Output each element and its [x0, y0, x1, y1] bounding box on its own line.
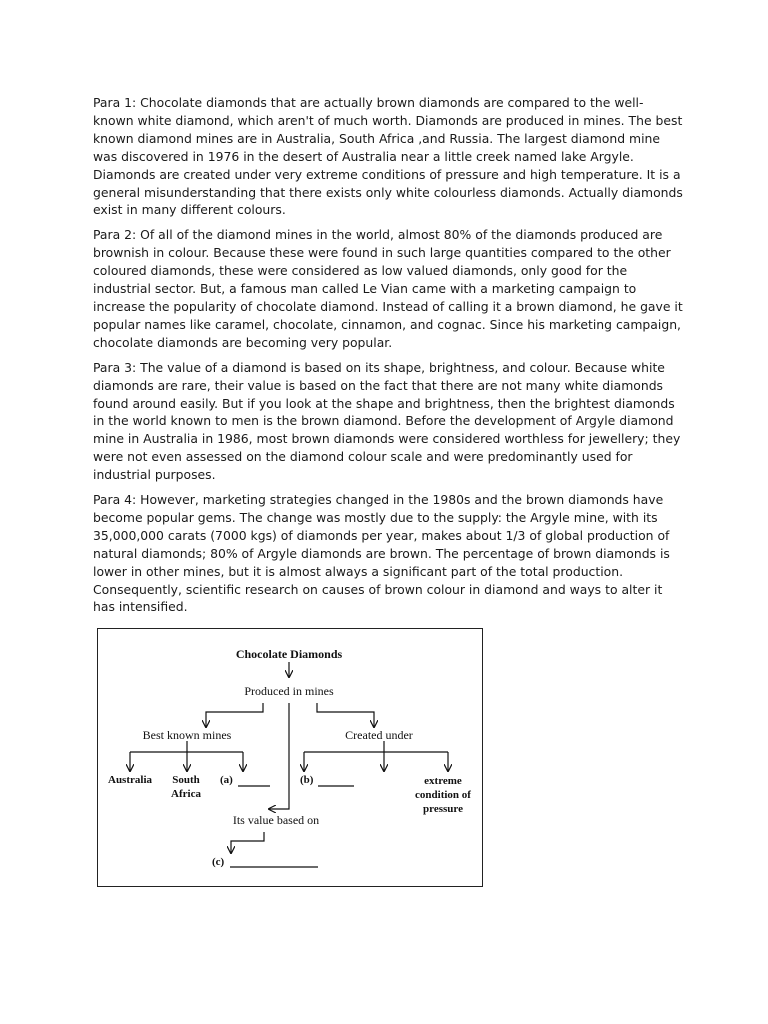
flow-diagram-svg: [98, 629, 484, 888]
arrow-to-value: [269, 703, 289, 809]
node-condition-line2: condition of: [415, 789, 471, 801]
node-condition-line3: pressure: [423, 803, 463, 815]
node-best-known-mines: Best known mines: [142, 728, 232, 742]
node-south-africa-line1: South: [172, 774, 200, 786]
flow-diagram: [97, 628, 483, 887]
paragraph-4: Para 4: However, marketing strategies changed in the 1980s and the brown diamonds have become popular gems. The change was mostly due to the supply: the Argyle mine, with its 35,000,000 carats (7000 kgs) of diamonds per year, makes about 1/3 of global production of natural diamonds; 80% of Argyle diamonds are brown. The percentage of brown diamonds is lower in other mines, but it is almost always a significant part of the total production. Consequently, scientific research on causes of brown colour in diamond and ways to alter it has intensified.: [93, 492, 670, 615]
paragraph-1: Para 1: Chocolate diamonds that are actually brown diamonds are compared to the well-known white diamond, which aren't of much worth. Diamonds are produced in mines. The best known diamond mines are in Australia, South Africa ,and Russia. The largest diamond mine was discovered in 1976 in the desert of Australia near a little creek named lake Argyle. Diamonds are created under very extreme conditions of pressure and high temperature. It is a general misunderstanding that there exists only white colourless diamonds. Actually diamonds exist in many different colours.: [93, 95, 683, 218]
node-produced-in-mines: Produced in mines: [244, 684, 334, 698]
node-chocolate-diamonds: Chocolate Diamonds: [235, 647, 343, 661]
paragraph-2: Para 2: Of all of the diamond mines in the world, almost 80% of the diamonds produced are brownish in colour. Because these were found in such large quantities compared to the other coloured diamonds, these were considered as low valued diamonds, only good for the industrial sector. But, a famous man called Le Vian came with a marketing campaign to increase the popularity of chocolate diamond. Instead of calling it a brown diamond, he gave it popular names like caramel, chocolate, cinnamon, and cognac. Since his marketing campaign, chocolate diamonds are becoming very popular.: [93, 227, 683, 350]
arrow-to-best-known: [206, 703, 263, 727]
node-blank-a: (a): [220, 774, 233, 786]
node-blank-c: (c): [212, 856, 225, 868]
node-blank-b: (b): [300, 774, 314, 786]
document-body: [93, 94, 683, 623]
node-created-under: Created under: [345, 728, 413, 742]
node-south-africa-line2: Africa: [171, 788, 201, 800]
node-australia: Australia: [108, 774, 152, 786]
paragraph-3: Para 3: The value of a diamond is based on its shape, brightness, and colour. Because white diamonds are rare, their value is based on the fact that there are not many white diamonds found around easily. But if you look at the shape and brightness, then the brightest diamonds in the world known to men is the brown diamond. Before the development of Argyle diamond mine in Australia in 1986, most brown diamonds were considered worthless for jewellery; they were not even assessed on the diamond colour scale and were predominantly used for industrial purposes.: [93, 359, 681, 483]
arrow-to-created-under: [317, 703, 374, 727]
arrow-to-blank-c: [231, 832, 264, 853]
node-its-value-based-on: Its value based on: [232, 813, 320, 827]
node-condition-line1: extreme: [424, 775, 462, 787]
